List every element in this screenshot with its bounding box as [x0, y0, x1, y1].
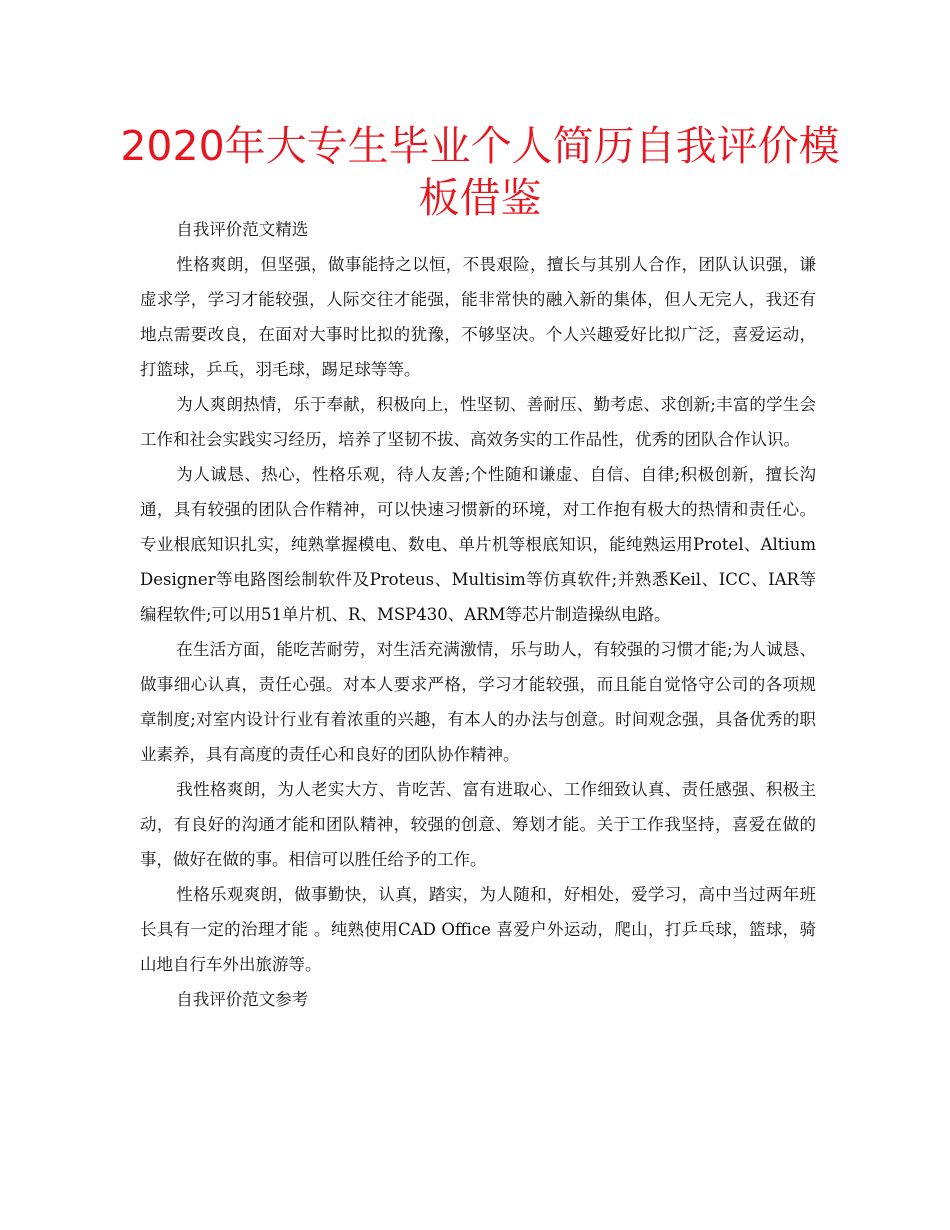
- section-heading-reference-samples: 自我评价范文参考: [176, 990, 309, 1009]
- document-body: [140, 212, 816, 1017]
- paragraph: 性格爽朗，但坚强，做事能持之以恒，不畏艰险，擅长与其别人合作，团队认识强，谦虚求学，学习才能较强，人际交往才能强，能非常快的融入新的集体，但人无完人，我还有地点需要改良，在面对大事时比拟的犹豫，不够坚决。个人兴趣爱好比拟广泛，喜爱运动，打篮球，乒乓，羽毛球，踢足球等等。: [140, 255, 816, 379]
- paragraph: 在生活方面，能吃苦耐劳，对生活充满激情，乐与助人，有较强的习惯才能;为人诚恳、做事细心认真，责任心强。对本人要求严格，学习才能较强，而且能自觉恪守公司的各项规章制度;对室内设计行业有着浓重的兴趣，有本人的办法与创意。时间观念强，具备优秀的职业素养，具有高度的责任心和良好的团队协作精神。: [140, 640, 816, 764]
- paragraph: 为人爽朗热情，乐于奉献，积极向上，性坚韧、善耐压、勤考虑、求创新;丰富的学生会工作和社会实践实习经历，培养了坚韧不拔、高效务实的工作品性，优秀的团队合作认识。: [140, 395, 816, 449]
- paragraph: 性格乐观爽朗，做事勤快，认真，踏实，为人随和，好相处，爱学习，高中当过两年班长具有一定的治理才能 。纯熟使用CAD Office 喜爱户外运动，爬山，打乒乓球，篮球，骑山地自行车外出旅游等。: [140, 885, 816, 974]
- paragraph: 为人诚恳、热心，性格乐观，待人友善;个性随和谦虚、自信、自律;积极创新，擅长沟通，具有较强的团队合作精神，可以快速习惯新的环境，对工作抱有极大的热情和责任心。专业根底知识扎实，纯熟掌握模电、数电、单片机等根底知识，能纯熟运用Protel、Altium Designer等电路图绘制软件及Proteus、Multisim等仿真软件;并熟悉Keil、ICC、IAR等编程软件;可以用51单片机、R、MSP430、ARM等芯片制造操纵电路。: [140, 465, 816, 624]
- document-title: 2020年大专生毕业个人简历自我评价模板借鉴: [120, 122, 840, 222]
- section-heading-selected-samples: 自我评价范文精选: [176, 220, 309, 239]
- paragraph: 我性格爽朗，为人老实大方、肯吃苦、富有进取心、工作细致认真、责任感强、积极主动，有良好的沟通才能和团队精神，较强的创意、筹划才能。关于工作我坚持，喜爱在做的事，做好在做的事。相信可以胜任给予的工作。: [140, 780, 816, 869]
